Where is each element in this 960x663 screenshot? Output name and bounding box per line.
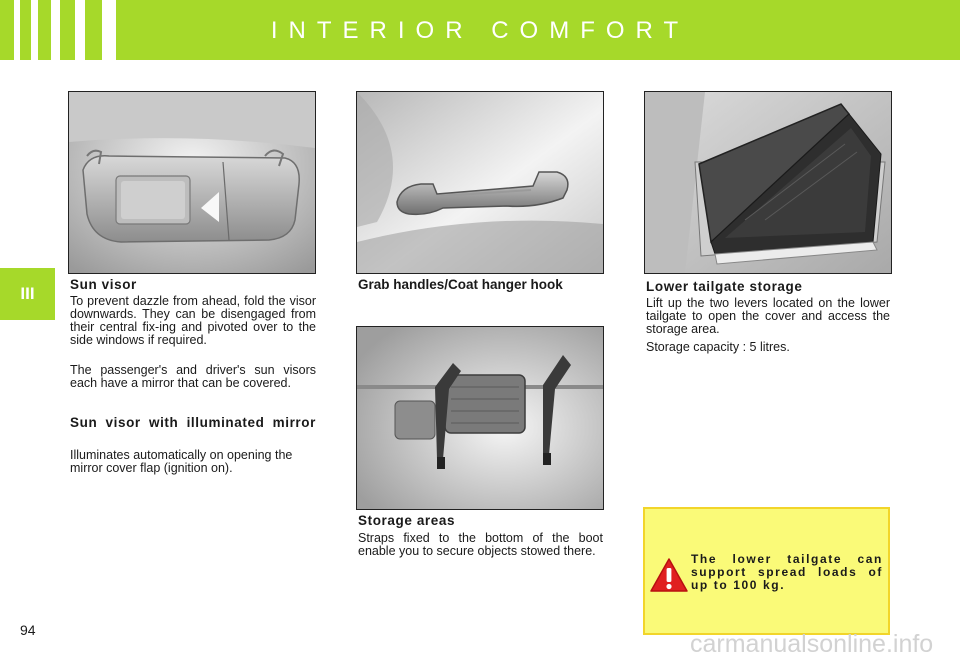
sun-visor-heading: Sun visor bbox=[70, 277, 137, 292]
storage-areas-heading: Storage areas bbox=[358, 513, 456, 528]
lower-tailgate-heading: Lower tailgate storage bbox=[646, 279, 803, 294]
page-number: 94 bbox=[20, 622, 36, 638]
header-stripe bbox=[14, 0, 20, 60]
header-stripe bbox=[51, 0, 60, 60]
storage-areas-paragraph: Straps fixed to the bottom of the boot enable you to secure objects stowed there. bbox=[358, 531, 603, 558]
sun-visor-paragraph-1: To prevent dazzle from ahead, fold the visor downwards. They can be disengaged from their central fix-ing and pivoted over to the side windows if required. bbox=[70, 294, 316, 347]
lower-tailgate-paragraph-1: Lift up the two levers located on the lower tailgate to open the cover and access the storage area. bbox=[646, 296, 890, 336]
warning-box bbox=[643, 507, 890, 635]
lower-tailgate-paragraph-2: Storage capacity : 5 litres. bbox=[646, 340, 790, 354]
tailgate-storage-photo bbox=[644, 91, 892, 274]
header-stripe bbox=[31, 0, 38, 60]
section-tab-label: III bbox=[20, 284, 35, 303]
illuminated-mirror-heading: Sun visor with illuminated mirror bbox=[70, 415, 316, 430]
sun-visor-photo bbox=[68, 91, 316, 274]
section-tab bbox=[0, 268, 55, 320]
storage-straps-photo bbox=[356, 326, 604, 510]
warning-triangle-icon bbox=[649, 557, 689, 593]
illuminated-mirror-paragraph: Illuminates automatically on opening the mirror cover flap (ignition on). bbox=[70, 448, 293, 475]
header-bar bbox=[0, 0, 960, 60]
page-title: INTERIOR COMFORT bbox=[270, 17, 690, 44]
watermark: carmanualsonline.info bbox=[690, 630, 934, 658]
grab-handles-heading: Grab handles/Coat hanger hook bbox=[358, 277, 563, 292]
sun-visor-paragraph-2: The passenger's and driver's sun visors each have a mirror that can be covered. bbox=[70, 363, 316, 390]
warning-text: The lower tailgate can support spread loads of up to 100 kg. bbox=[691, 552, 883, 592]
header-stripe bbox=[75, 0, 85, 60]
header-stripe bbox=[102, 0, 116, 60]
grab-handle-photo bbox=[356, 91, 604, 274]
